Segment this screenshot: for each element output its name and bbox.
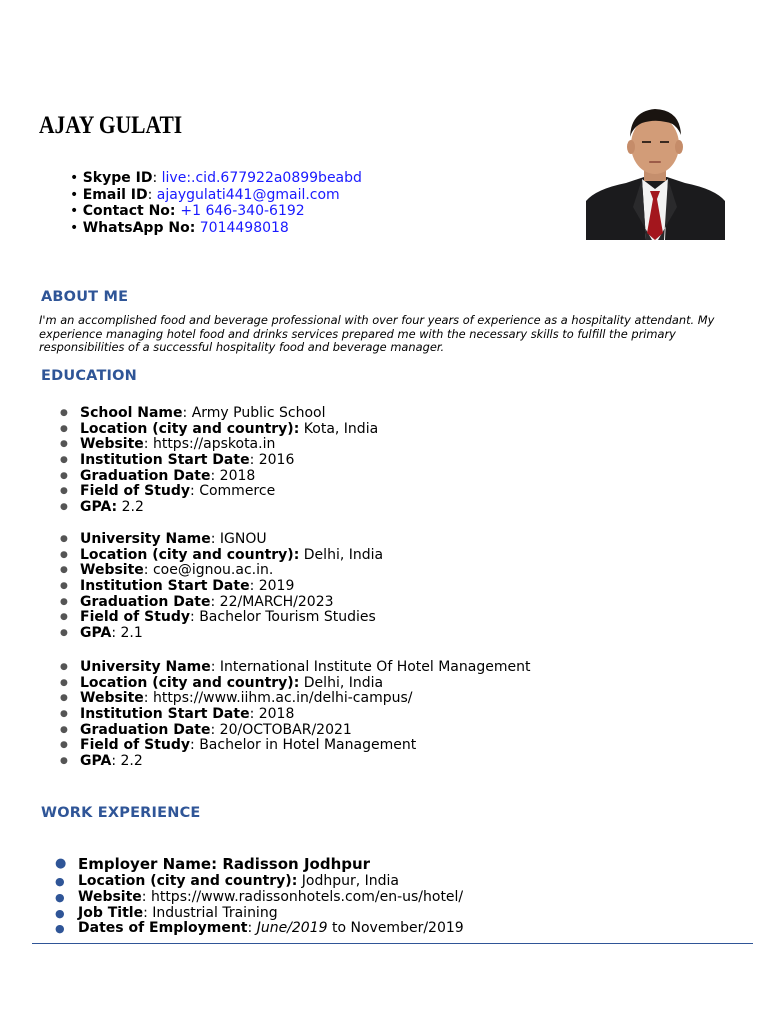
field-label: GPA [80,753,112,770]
about-heading: ABOUT ME [41,289,129,305]
bullet-icon: ● [60,596,68,607]
field-value: to [331,920,347,937]
field-value: Kota, India [303,420,379,437]
field-value: Bachelor in Hotel Management [199,737,417,754]
whatsapp-link[interactable]: 7014498018 [199,219,289,236]
phone-link[interactable]: +1 646-340-6192 [180,203,305,219]
bullet-icon: ● [55,906,65,920]
bullet-icon: ● [60,408,68,418]
bullet-icon: ● [60,534,68,544]
bullet-icon: ● [60,455,68,466]
bullet-icon: ● [60,581,68,592]
field-label: University Name [80,531,211,547]
field-value: 2.2 [121,499,144,516]
field-value: International Institute Of Hotel Management [219,659,531,675]
about-text: I'm an accomplished food and beverage professional with over four years of experience as a hospitality attendant. My experience managing hotel food and drinks services prepared me with the necessary skills to fulfill the primary responsibilities of a successful hospitality food and beverage manager. [39,313,715,355]
email-label: Email ID [82,186,148,203]
field-value: 22/MARCH/2023 [219,593,334,610]
field-value: Delhi, India [303,546,384,563]
field-label: Location (city and country) [80,546,294,563]
field-value: November/2019 [350,920,464,937]
bullet-icon: ● [60,549,68,560]
skype-value[interactable]: live:.cid.677922a0899beabd [161,170,362,186]
field-value: Industrial Training [152,904,278,921]
bullet-icon: ● [60,740,68,751]
field-label: Graduation Date [80,721,211,738]
field-label: School Name [80,405,183,421]
contact-skype: • Skype ID: live:.cid.677922a0899beabd [70,170,362,186]
contact-list [70,170,362,236]
phone-label: Contact No [82,203,170,219]
contact-email: • Email ID: ajaygulati441@gmail.com [70,186,340,203]
field-value: Army Public School [191,405,326,421]
employer-name: Employer Name: Radisson Jodhpur [78,855,371,873]
bullet-icon: ● [60,470,68,481]
field-label: Institution Start Date [80,452,250,469]
field-label: Website [80,436,144,453]
education-heading: EDUCATION [41,368,138,384]
field-label: Graduation Date [80,593,211,610]
bullet-icon: ● [60,677,68,688]
field-label: Field of Study [80,609,191,626]
bullet-icon: ● [60,565,68,576]
bottom-divider [32,943,753,944]
skype-label: Skype ID [82,170,153,186]
field-value: 2016 [258,452,295,469]
contact-phone: • Contact No: +1 646-340-6192 [70,203,305,219]
contact-whatsapp: • WhatsApp No: 7014498018 [70,219,289,236]
field-value: 2019 [258,578,295,595]
field-label: GPA: [80,499,118,516]
field-label: GPA [80,625,112,642]
bullet-icon: ● [60,724,68,735]
field-label: University Name [80,659,211,675]
email-link[interactable]: ajaygulati441@gmail.com [156,186,340,203]
bullet-icon: ● [60,709,68,720]
field-value: Commerce [199,483,276,500]
bullet-icon: ● [55,922,65,936]
field-value[interactable]: https://apskota.in [152,436,276,453]
bullet-icon: ● [60,612,68,623]
field-value: Jodhpur, India [301,873,400,889]
field-value[interactable]: https://www.radissonhotels.com/en-us/hotel/ [150,888,464,905]
field-value: 2.2 [120,753,143,770]
field-value: IGNOU [219,531,267,547]
field-value: Delhi, India [303,674,384,691]
field-value: 2018 [219,467,256,484]
bullet-icon: ● [60,502,68,513]
field-label: Location (city and country) [80,420,294,437]
field-value: June/2019 [256,920,328,937]
whatsapp-label: WhatsApp No: [82,219,196,236]
field-label: Location (city and country) [80,674,294,691]
bullet-icon: ● [60,439,68,450]
field-label: Graduation Date [80,467,211,484]
field-value[interactable]: https://www.iihm.ac.in/delhi-campus/ [152,690,413,707]
field-label: Job Title [78,904,144,921]
bullet-icon: ● [60,756,68,767]
bullet-icon: ● [60,693,68,704]
field-label: Website [78,888,142,905]
bullet-icon: ● [55,875,65,888]
field-label: Field of Study [80,483,191,500]
field-label: Website [80,690,144,707]
field-label: Dates of Employment [78,920,248,937]
field-value: 2018 [258,706,295,723]
field-label: Field of Study [80,737,191,754]
field-value[interactable]: coe@ignou.ac.in. [152,562,274,579]
field-label: Institution Start Date [80,578,250,595]
candidate-name: AJAY GULATI [39,112,183,139]
field-value: Bachelor Tourism Studies [199,609,376,626]
field-label: Website [80,562,144,579]
work-heading: WORK EXPERIENCE [41,805,201,821]
bullet-icon: ● [55,856,67,871]
bullet-icon: ● [60,628,68,639]
profile-photo [586,103,725,240]
field-value: 20/OCTOBAR/2021 [219,721,352,738]
field-label: Institution Start Date [80,706,250,723]
bullet-icon: ● [60,662,68,672]
bullet-icon: ● [60,423,68,434]
field-value: 2.1 [120,625,143,642]
bullet-icon: ● [60,486,68,497]
field-label: Location (city and country) [78,873,292,889]
bullet-icon: ● [55,890,65,904]
